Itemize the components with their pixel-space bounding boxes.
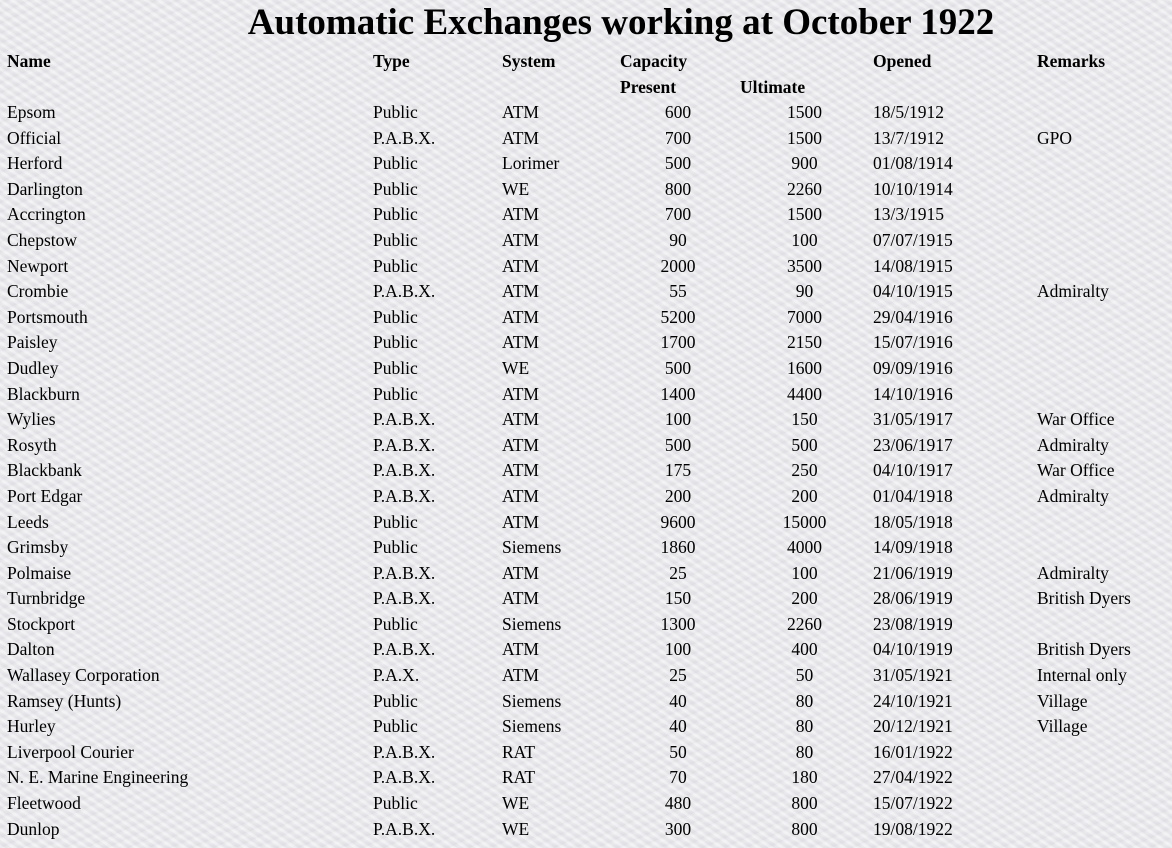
- table-row: [5, 663, 1165, 689]
- table-row: [5, 637, 1165, 663]
- table-row: [5, 689, 1165, 715]
- header-spacer: [871, 74, 1035, 100]
- cell-remarks: Admiralty: [1037, 281, 1109, 302]
- cell-ultimate: 200: [791, 485, 818, 506]
- cell-ultimate: 7000: [787, 306, 822, 327]
- table-row: [5, 228, 1165, 254]
- cell-name: Polmaise: [7, 562, 72, 583]
- cell-opened: 14/10/1916: [873, 383, 953, 404]
- cell-remarks: [1035, 100, 1165, 126]
- cell-name: Accrington: [7, 204, 86, 225]
- header-row-sub: [5, 74, 1165, 100]
- cell-present: 55: [669, 281, 687, 302]
- cell-opened: 20/12/1921: [873, 716, 953, 737]
- cell-remarks: Admiralty: [1037, 562, 1109, 583]
- cell-name: Portsmouth: [7, 306, 88, 327]
- table-row: [5, 100, 1165, 126]
- cell-opened: 14/09/1918: [873, 537, 953, 558]
- cell-name: Paisley: [7, 332, 58, 353]
- cell-opened: 23/06/1917: [873, 434, 953, 455]
- table-row: [5, 126, 1165, 152]
- cell-present: 500: [664, 357, 692, 378]
- cell-remarks: [1035, 765, 1165, 791]
- cell-type: Public: [373, 613, 418, 634]
- cell-type: Public: [373, 255, 418, 276]
- cell-remarks: [1035, 740, 1165, 766]
- cell-system: ATM: [502, 562, 539, 583]
- cell-ultimate: 4400: [787, 383, 822, 404]
- cell-system: ATM: [502, 665, 539, 686]
- cell-system: RAT: [502, 767, 536, 788]
- cell-name: Dunlop: [7, 818, 60, 839]
- cell-ultimate: 1500: [787, 127, 822, 148]
- cell-system: ATM: [502, 306, 539, 327]
- cell-type: P.A.B.X.: [373, 281, 436, 302]
- cell-present: 1860: [660, 537, 696, 558]
- page-title: Automatic Exchanges working at October 1922: [247, 2, 995, 43]
- cell-system: ATM: [502, 332, 539, 353]
- cell-opened: 31/05/1921: [873, 665, 953, 686]
- cell-ultimate: 90: [795, 281, 814, 302]
- cell-remarks: Village: [1037, 690, 1088, 711]
- table-row: [5, 535, 1165, 561]
- header-spacer: [500, 74, 618, 100]
- cell-opened: 04/10/1917: [873, 460, 953, 481]
- cell-remarks: Admiralty: [1037, 485, 1109, 506]
- cell-type: P.A.B.X.: [373, 434, 436, 455]
- cell-opened: 31/05/1917: [873, 409, 953, 430]
- cell-ultimate: 400: [791, 639, 818, 660]
- table-body: [5, 100, 1165, 842]
- cell-opened: 24/10/1921: [873, 690, 953, 711]
- cell-remarks: [1035, 612, 1165, 638]
- cell-remarks: [1035, 330, 1165, 356]
- cell-opened: 18/5/1912: [873, 102, 944, 122]
- cell-remarks: Admiralty: [1037, 434, 1109, 455]
- cell-system: WE: [502, 818, 530, 839]
- table-row: [5, 740, 1165, 766]
- cell-system: ATM: [502, 127, 539, 148]
- cell-ultimate: 200: [791, 588, 818, 609]
- cell-present: 40: [669, 690, 687, 711]
- cell-opened: 27/04/1922: [873, 767, 953, 788]
- cell-type: P.A.B.X.: [373, 588, 436, 609]
- cell-ultimate: 100: [791, 562, 818, 583]
- cell-present: 200: [664, 485, 692, 506]
- cell-name: Ramsey (Hunts): [7, 690, 122, 711]
- cell-system: ATM: [502, 383, 539, 404]
- cell-present: 5200: [660, 306, 696, 327]
- cell-ultimate: 4000: [787, 537, 822, 558]
- cell-system: Siemens: [502, 613, 562, 634]
- cell-type: Public: [373, 153, 418, 174]
- cell-ultimate: 2150: [787, 332, 822, 353]
- cell-present: 40: [669, 716, 687, 737]
- header-opened: Opened: [873, 51, 932, 71]
- cell-type: P.A.B.X.: [373, 741, 436, 762]
- cell-remarks: War Office: [1037, 409, 1115, 430]
- header-spacer: [5, 74, 371, 100]
- cell-type: P.A.X.: [373, 665, 420, 686]
- cell-system: Lorimer: [502, 153, 560, 174]
- cell-type: P.A.B.X.: [373, 127, 436, 148]
- cell-present: 800: [664, 178, 692, 199]
- cell-type: Public: [373, 793, 418, 814]
- header-system: System: [502, 51, 556, 71]
- cell-opened: 15/07/1922: [873, 793, 953, 814]
- cell-present: 1300: [660, 613, 696, 634]
- cell-remarks: [1035, 791, 1165, 817]
- cell-name: Dalton: [7, 639, 55, 660]
- cell-name: Turnbridge: [7, 588, 86, 609]
- cell-system: Siemens: [502, 716, 562, 737]
- cell-name: Grimsby: [7, 537, 69, 558]
- cell-name: Liverpool Courier: [7, 741, 134, 762]
- header-row-main: [5, 48, 1165, 74]
- cell-present: 70: [669, 767, 687, 788]
- cell-opened: 13/7/1912: [873, 127, 944, 148]
- cell-remarks: [1035, 817, 1165, 843]
- cell-name: Crombie: [7, 281, 69, 302]
- cell-name: Wallasey Corporation: [7, 665, 160, 686]
- cell-ultimate: 15000: [782, 511, 827, 532]
- cell-remarks: [1035, 202, 1165, 228]
- cell-remarks: Internal only: [1037, 665, 1127, 686]
- header-spacer: [371, 74, 500, 100]
- cell-type: Public: [373, 511, 418, 532]
- table-row: [5, 151, 1165, 177]
- cell-present: 1700: [660, 332, 696, 353]
- cell-ultimate: 2260: [787, 178, 822, 199]
- cell-present: 1400: [660, 383, 696, 404]
- cell-opened: 19/08/1922: [873, 818, 953, 839]
- cell-type: Public: [373, 306, 418, 327]
- cell-system: ATM: [502, 588, 539, 609]
- header-type: Type: [373, 51, 410, 71]
- table-row: [5, 407, 1165, 433]
- cell-ultimate: 2260: [787, 613, 822, 634]
- cell-present: 50: [669, 741, 687, 762]
- cell-opened: 23/08/1919: [873, 613, 953, 634]
- cell-name: Dudley: [7, 357, 59, 378]
- cell-remarks: [1035, 228, 1165, 254]
- cell-system: Siemens: [502, 690, 562, 711]
- table-row: [5, 561, 1165, 587]
- cell-type: P.A.B.X.: [373, 409, 436, 430]
- table-row: [5, 817, 1165, 843]
- table-header: [5, 48, 1165, 100]
- cell-type: Public: [373, 537, 418, 558]
- cell-ultimate: 80: [795, 716, 814, 737]
- table-row: [5, 202, 1165, 228]
- cell-name: Stockport: [7, 613, 76, 634]
- cell-remarks: [1035, 254, 1165, 280]
- cell-ultimate: 800: [791, 818, 818, 839]
- header-remarks: Remarks: [1037, 51, 1106, 71]
- header-ultimate: Ultimate: [740, 77, 806, 97]
- cell-system: WE: [502, 357, 530, 378]
- cell-opened: 10/10/1914: [873, 178, 953, 199]
- cell-ultimate: 900: [791, 153, 818, 174]
- table-row: [5, 484, 1165, 510]
- cell-system: ATM: [502, 229, 539, 250]
- cell-system: ATM: [502, 409, 539, 430]
- cell-ultimate: 800: [791, 793, 818, 814]
- cell-name: Newport: [7, 255, 69, 276]
- table-row: [5, 433, 1165, 459]
- table-row: [5, 510, 1165, 536]
- cell-remarks: [1035, 151, 1165, 177]
- cell-ultimate: 180: [791, 767, 818, 788]
- exchanges-table: [5, 48, 1165, 842]
- cell-name: Fleetwood: [7, 793, 81, 814]
- table-row: [5, 356, 1165, 382]
- cell-type: P.A.B.X.: [373, 485, 436, 506]
- cell-remarks: [1035, 382, 1165, 408]
- cell-present: 500: [664, 153, 692, 174]
- cell-remarks: [1035, 510, 1165, 536]
- cell-remarks: [1035, 305, 1165, 331]
- cell-ultimate: 1500: [787, 204, 822, 225]
- table-row: [5, 612, 1165, 638]
- table-row: [5, 279, 1165, 305]
- cell-system: ATM: [502, 281, 539, 302]
- cell-type: Public: [373, 357, 418, 378]
- cell-name: Epsom: [7, 102, 56, 122]
- cell-ultimate: 150: [791, 409, 818, 430]
- table-row: [5, 330, 1165, 356]
- cell-type: Public: [373, 383, 418, 404]
- cell-type: P.A.B.X.: [373, 767, 436, 788]
- cell-type: Public: [373, 102, 418, 122]
- cell-name: Blackburn: [7, 383, 80, 404]
- cell-opened: 21/06/1919: [873, 562, 953, 583]
- cell-present: 90: [669, 229, 687, 250]
- cell-type: Public: [373, 332, 418, 353]
- cell-opened: 28/06/1919: [873, 588, 953, 609]
- cell-system: WE: [502, 178, 530, 199]
- cell-opened: 04/10/1915: [873, 281, 953, 302]
- header-spacer: [1035, 74, 1165, 100]
- cell-present: 100: [664, 639, 692, 660]
- cell-opened: 01/08/1914: [873, 153, 953, 174]
- cell-present: 700: [664, 127, 692, 148]
- table-row: [5, 791, 1165, 817]
- cell-name: Rosyth: [7, 434, 57, 455]
- cell-present: 700: [664, 204, 692, 225]
- cell-system: Siemens: [502, 537, 562, 558]
- cell-system: ATM: [502, 102, 539, 122]
- cell-type: Public: [373, 204, 418, 225]
- cell-name: Port Edgar: [7, 485, 83, 506]
- cell-remarks: GPO: [1037, 127, 1073, 148]
- cell-present: 9600: [660, 511, 696, 532]
- cell-name: Hurley: [7, 716, 56, 737]
- cell-type: Public: [373, 690, 418, 711]
- cell-ultimate: 80: [795, 741, 814, 762]
- cell-present: 100: [664, 409, 692, 430]
- cell-type: Public: [373, 229, 418, 250]
- cell-ultimate: 50: [795, 665, 814, 686]
- cell-opened: 13/3/1915: [873, 204, 944, 225]
- cell-system: ATM: [502, 204, 539, 225]
- cell-system: ATM: [502, 434, 539, 455]
- table-row: [5, 177, 1165, 203]
- cell-name: N. E. Marine Engineering: [7, 767, 189, 788]
- cell-system: ATM: [502, 255, 539, 276]
- cell-remarks: [1035, 177, 1165, 203]
- cell-name: Herford: [7, 153, 63, 174]
- cell-ultimate: 500: [791, 434, 818, 455]
- table-row: [5, 765, 1165, 791]
- cell-opened: 29/04/1916: [873, 306, 953, 327]
- cell-type: Public: [373, 178, 418, 199]
- table-row: [5, 586, 1165, 612]
- cell-opened: 14/08/1915: [873, 255, 953, 276]
- cell-present: 600: [664, 102, 692, 122]
- cell-opened: 01/04/1918: [873, 485, 953, 506]
- header-capacity: Capacity: [620, 51, 688, 71]
- cell-opened: 04/10/1919: [873, 639, 953, 660]
- cell-name: Official: [7, 127, 62, 148]
- table-row: [5, 714, 1165, 740]
- cell-present: 300: [664, 818, 692, 839]
- cell-opened: 16/01/1922: [873, 741, 953, 762]
- cell-present: 500: [664, 434, 692, 455]
- table-row: [5, 382, 1165, 408]
- cell-present: 150: [664, 588, 692, 609]
- cell-system: ATM: [502, 460, 539, 481]
- cell-name: Blackbank: [7, 460, 82, 481]
- cell-present: 25: [669, 562, 687, 583]
- cell-opened: 15/07/1916: [873, 332, 953, 353]
- cell-remarks: War Office: [1037, 460, 1115, 481]
- header-name: Name: [7, 51, 51, 71]
- cell-opened: 18/05/1918: [873, 511, 953, 532]
- cell-type: P.A.B.X.: [373, 460, 436, 481]
- cell-ultimate: 100: [791, 229, 818, 250]
- header-present: Present: [620, 77, 677, 97]
- cell-opened: 07/07/1915: [873, 229, 953, 250]
- cell-ultimate: 80: [795, 690, 814, 711]
- cell-system: WE: [502, 793, 530, 814]
- cell-remarks: Village: [1037, 716, 1088, 737]
- table-row: [5, 305, 1165, 331]
- cell-name: Chepstow: [7, 229, 77, 250]
- cell-ultimate: 1500: [787, 102, 822, 122]
- table-row: [5, 254, 1165, 280]
- cell-ultimate: 250: [791, 460, 818, 481]
- cell-type: Public: [373, 716, 418, 737]
- cell-type: P.A.B.X.: [373, 562, 436, 583]
- cell-present: 480: [664, 793, 692, 814]
- cell-name: Darlington: [7, 178, 83, 199]
- table-row: [5, 458, 1165, 484]
- cell-system: ATM: [502, 511, 539, 532]
- cell-present: 2000: [660, 255, 696, 276]
- cell-type: P.A.B.X.: [373, 818, 436, 839]
- cell-ultimate: 3500: [787, 255, 822, 276]
- cell-ultimate: 1600: [787, 357, 822, 378]
- cell-opened: 09/09/1916: [873, 357, 953, 378]
- cell-system: RAT: [502, 741, 536, 762]
- cell-remarks: British Dyers: [1037, 639, 1131, 660]
- cell-remarks: [1035, 535, 1165, 561]
- cell-name: Leeds: [7, 511, 49, 532]
- cell-remarks: British Dyers: [1037, 588, 1131, 609]
- cell-remarks: [1035, 356, 1165, 382]
- cell-name: Wylies: [7, 409, 56, 430]
- cell-system: ATM: [502, 639, 539, 660]
- cell-type: P.A.B.X.: [373, 639, 436, 660]
- cell-present: 175: [664, 460, 692, 481]
- cell-present: 25: [669, 665, 687, 686]
- cell-system: ATM: [502, 485, 539, 506]
